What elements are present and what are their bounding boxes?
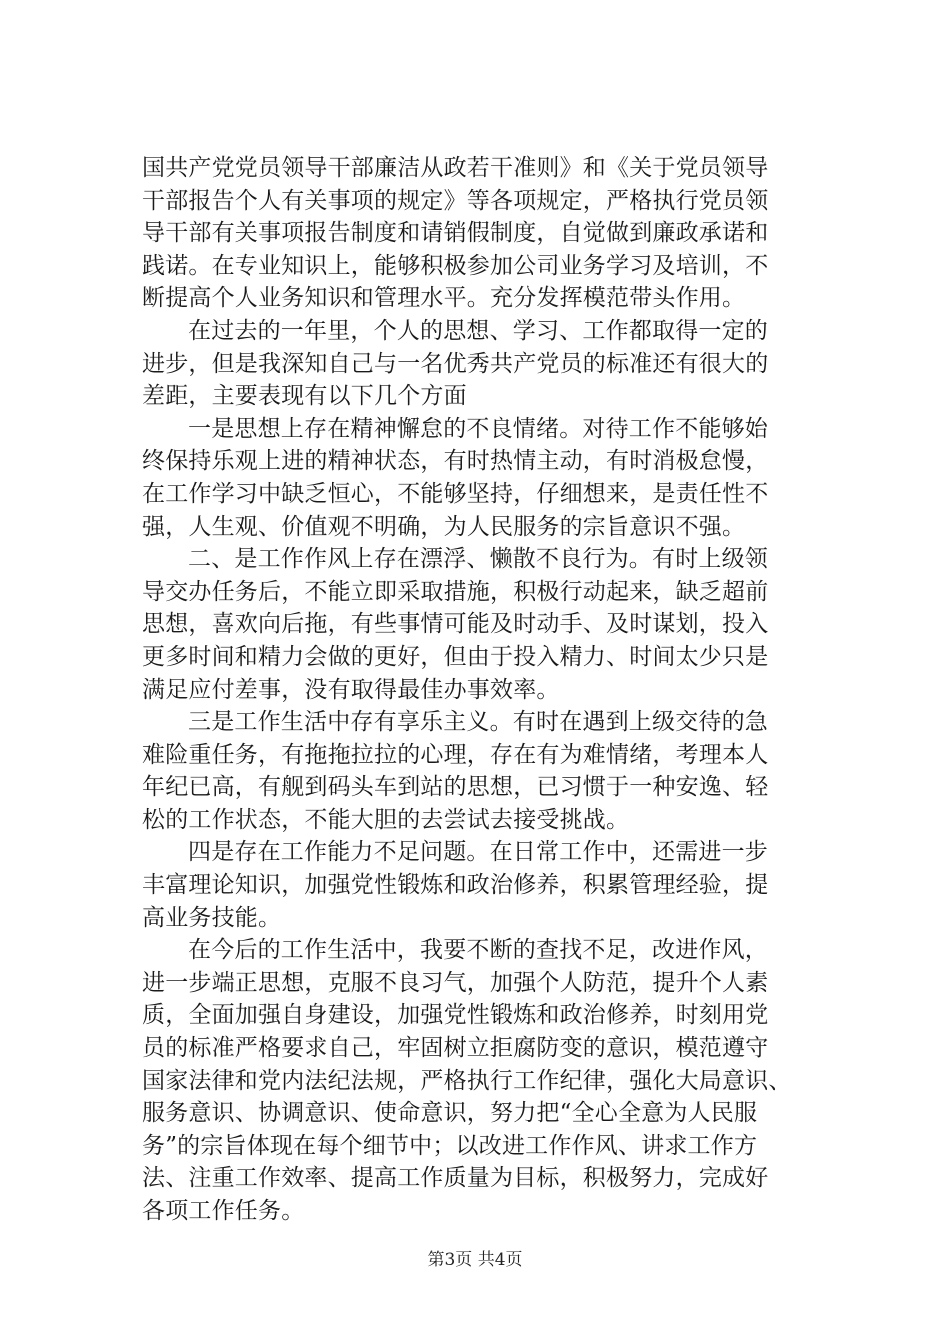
text-line: 法、注重工作效率、提高工作质量为目标，积极努力，完成好 <box>142 1165 769 1192</box>
text-line: 断提高个人业务知识和管理水平。充分发挥模范带头作用。 <box>142 285 746 312</box>
text-line: 各项工作任务。 <box>142 1198 305 1224</box>
text-line: 在今后的工作生活中，我要不断的查找不足，改进作风， <box>188 937 768 964</box>
text-line: 服务意识、协调意识、使命意识，努力把“全心全意为人民服 <box>142 1100 758 1127</box>
text-line: 质，全面加强自身建设，加强党性锻炼和政治修养，时刻用党 <box>142 1002 769 1029</box>
text-line: 导干部有关事项报告制度和请销假制度，自觉做到廉政承诺和 <box>142 220 769 247</box>
page-footer: 第3页 共4页 <box>427 1250 523 1270</box>
document-body <box>142 152 832 1228</box>
text-line: 满足应付差事，没有取得最佳办事效率。 <box>142 676 560 703</box>
text-line: 务”的宗旨体现在每个细节中；以改进工作作风、讲求工作方 <box>142 1132 758 1159</box>
text-line: 二、是工作作风上存在漂浮、懒散不良行为。有时上级领 <box>188 546 768 573</box>
text-line: 导交办任务后，不能立即采取措施，积极行动起来，缺乏超前 <box>142 578 769 605</box>
text-line: 进一步端正思想，克服不良习气，加强个人防范，提升个人素 <box>142 969 769 996</box>
text-line: 难险重任务，有拖拖拉拉的心理，存在有为难情绪，考理本人 <box>142 741 769 768</box>
text-line: 在过去的一年里，个人的思想、学习、工作都取得一定的 <box>188 317 768 344</box>
text-line: 强，人生观、价值观不明确，为人民服务的宗旨意识不强。 <box>142 513 746 540</box>
text-line: 年纪已高，有舰到码头车到站的思想，已习惯于一种安逸、轻 <box>142 774 769 801</box>
text-line: 国共产党党员领导干部廉洁从政若干准则》和《关于党员领导 <box>142 155 769 181</box>
text-line: 差距，主要表现有以下几个方面 <box>142 383 467 410</box>
text-line: 践诺。在专业知识上，能够积极参加公司业务学习及培训，不 <box>142 252 769 279</box>
text-line: 三是工作生活中存有享乐主义。有时在遇到上级交待的急 <box>188 709 768 736</box>
text-line: 四是存在工作能力不足问题。在日常工作中，还需进一步 <box>188 839 768 866</box>
text-line: 员的标准严格要求自己，牢固树立拒腐防变的意识，模范遵守 <box>142 1035 769 1062</box>
text-line: 丰富理论知识，加强党性锻炼和政治修养，积累管理经验，提 <box>142 872 769 899</box>
text-line: 进步，但是我深知自己与一名优秀共产党员的标准还有很大的 <box>142 350 769 377</box>
text-line: 终保持乐观上进的精神状态，有时热情主动，有时消极怠慢， <box>142 448 769 475</box>
text-line: 干部报告个人有关事项的规定》等各项规定，严格执行党员领 <box>142 187 769 214</box>
text-line: 一是思想上存在精神懈怠的不良情绪。对待工作不能够始 <box>188 415 768 442</box>
text-line: 高业务技能。 <box>142 904 282 931</box>
text-line: 思想，喜欢向后拖，有些事情可能及时动手、及时谋划，投入 <box>142 611 769 638</box>
text-line: 国家法律和党内法纪法规，严格执行工作纪律，强化大局意识、 <box>142 1067 792 1094</box>
text-line: 更多时间和精力会做的更好，但由于投入精力、时间太少只是 <box>142 643 769 670</box>
text-line: 松的工作状态，不能大胆的去尝试去接受挑战。 <box>142 806 630 833</box>
text-line: 在工作学习中缺乏恒心，不能够坚持，仔细想来，是责任性不 <box>142 480 769 507</box>
